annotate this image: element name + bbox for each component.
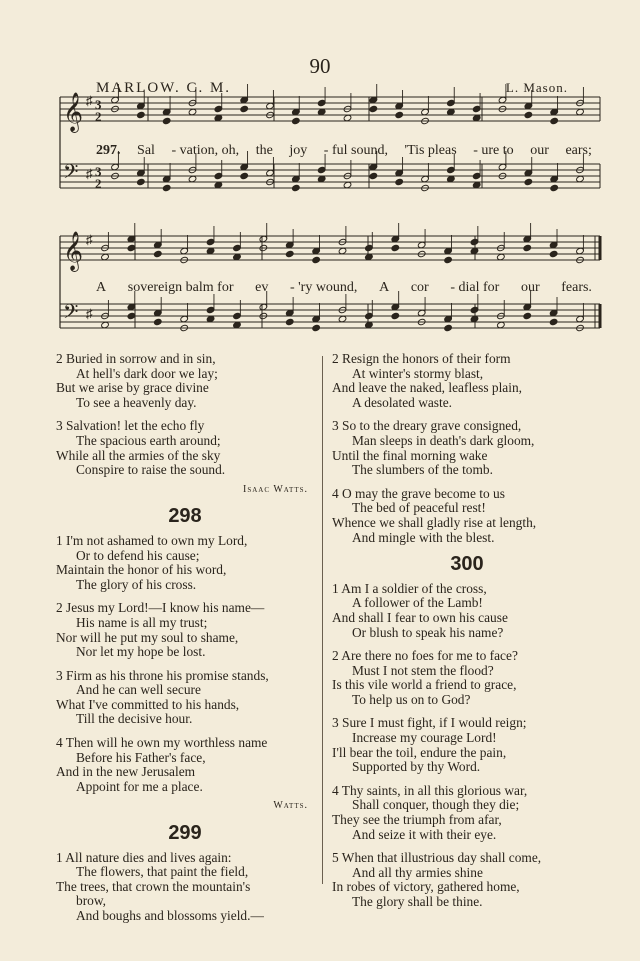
verse-line: 1 I'm not ashamed to own my Lord, bbox=[56, 532, 248, 548]
hymn-297-number: 297. bbox=[96, 143, 121, 158]
verse-line: Is this vile world a friend to grace, bbox=[332, 677, 517, 693]
verse-line: And mingle with the blest. bbox=[352, 529, 495, 545]
lyric-syllable: ears; bbox=[565, 143, 592, 158]
note-head bbox=[240, 172, 249, 179]
verse-line: And all thy armies shine bbox=[352, 864, 483, 880]
hymn-298-verse bbox=[56, 601, 314, 659]
hymn-300-verse bbox=[332, 784, 602, 842]
sharp-sign: ♯ bbox=[86, 232, 93, 247]
verse-line: Or to defend his cause; bbox=[76, 547, 200, 563]
verse-line: Shall conquer, though they die; bbox=[352, 797, 520, 813]
lyrics-line-2 bbox=[96, 280, 592, 296]
hymn-297-verse bbox=[56, 419, 314, 477]
verse-line: 2 Buried in sorrow and in sin, bbox=[56, 351, 216, 366]
verse-line: A desolated waste. bbox=[352, 394, 453, 410]
verse-line: 3 So to the dreary grave consigned, bbox=[332, 418, 522, 434]
lyric-syllable: our bbox=[520, 280, 540, 295]
hymn-297-verse bbox=[56, 352, 314, 410]
verse-line: Whence we shall gladly rise at length, bbox=[332, 514, 537, 530]
lyric-syllable: - vation, oh, bbox=[171, 143, 240, 158]
lyrics-line-1 bbox=[96, 143, 592, 159]
right-column bbox=[332, 352, 602, 919]
lyric-syllable: fears. bbox=[561, 280, 592, 295]
verse-line: Must I not stem the flood? bbox=[352, 662, 494, 678]
verse-line: To help us on to God? bbox=[352, 691, 471, 707]
hymn-299-verse bbox=[332, 419, 602, 477]
verse-line: Till the decisive hour. bbox=[76, 711, 193, 727]
note-head bbox=[524, 178, 533, 185]
hymn-299-verse bbox=[56, 851, 314, 924]
note-head bbox=[154, 250, 163, 257]
note-head bbox=[154, 318, 163, 325]
verse-line: In robes of victory, gathered home, bbox=[332, 879, 520, 895]
note-head bbox=[312, 324, 321, 331]
bass-clef: 𝄢 bbox=[63, 160, 79, 188]
hymn-300-verse bbox=[332, 582, 602, 640]
verse-line: The spacious earth around; bbox=[76, 432, 221, 448]
verse-line: A follower of the Lamb! bbox=[352, 595, 483, 611]
lyric-syllable: cor bbox=[410, 280, 429, 295]
verse-line: Conspire to raise the sound. bbox=[76, 462, 226, 478]
verse-line: Until the final morning wake bbox=[332, 447, 488, 463]
verse-line: The glory shall be thine. bbox=[352, 894, 483, 909]
note-head bbox=[162, 117, 171, 124]
verse-line: Nor let my hope be lost. bbox=[76, 644, 206, 660]
note-head bbox=[550, 117, 559, 124]
verse-line: The bed of peaceful rest! bbox=[352, 500, 486, 516]
note-head bbox=[395, 178, 404, 185]
lyric-syllable: A bbox=[379, 280, 390, 295]
sharp-sign: ♯ bbox=[86, 306, 93, 321]
verse-line: 2 Are there no foes for me to face? bbox=[332, 648, 518, 664]
lyric-syllable: - ure to bbox=[473, 143, 514, 158]
verse-line: At hell's dark door we lay; bbox=[76, 365, 218, 381]
time-signature-top: 3 bbox=[95, 97, 102, 112]
note-head bbox=[395, 111, 404, 118]
hymn-300-verse bbox=[332, 716, 602, 774]
hymn-298-number: 298 bbox=[168, 505, 202, 528]
verse-line: 4 Thy saints, in all this glorious war, bbox=[332, 782, 528, 798]
treble-clef: 𝄞 bbox=[63, 92, 84, 132]
verse-line: At winter's stormy blast, bbox=[352, 365, 484, 381]
hymn-300-verse bbox=[332, 649, 602, 707]
verse-line: And boughs and blossoms yield.— bbox=[76, 908, 264, 923]
time-signature-bottom: 2 bbox=[95, 109, 102, 124]
lyric-syllable: - dial for bbox=[450, 280, 500, 295]
treble-clef: 𝄞 bbox=[63, 231, 84, 271]
verse-line: But we arise by grace divine bbox=[56, 380, 209, 396]
lyric-syllable: A bbox=[96, 280, 107, 295]
time-signature-top: 3 bbox=[95, 164, 102, 179]
note-head bbox=[127, 244, 136, 251]
verse-line: And seize it with their eye. bbox=[352, 826, 497, 842]
note-head bbox=[292, 117, 301, 124]
note-head bbox=[240, 105, 249, 112]
composer: L. Mason. bbox=[505, 80, 568, 95]
hymn-298-verse bbox=[56, 534, 314, 592]
note-head bbox=[285, 250, 294, 257]
lyric-syllable: sovereign balm for bbox=[127, 280, 234, 295]
verse-line: Before his Father's face, bbox=[76, 749, 206, 765]
sharp-sign: ♯ bbox=[86, 93, 93, 108]
music-score bbox=[0, 0, 640, 360]
column-divider bbox=[322, 356, 323, 884]
hymn-300-verse bbox=[332, 851, 602, 909]
note-head bbox=[369, 172, 378, 179]
lyric-syllable: ev bbox=[255, 280, 269, 295]
verse-line: The flowers, that paint the field, bbox=[76, 864, 249, 880]
note-head bbox=[444, 324, 453, 331]
hymn-298-verse bbox=[56, 736, 314, 794]
left-column bbox=[56, 352, 314, 933]
verse-line: Maintain the honor of his word, bbox=[56, 562, 227, 578]
verse-line: And in the new Jerusalem bbox=[56, 764, 196, 780]
verse-line: And shall I fear to own his cause bbox=[332, 609, 508, 625]
bass-clef: 𝄢 bbox=[63, 300, 79, 328]
hymn-298-verse bbox=[56, 669, 314, 727]
note-head bbox=[549, 250, 558, 257]
verse-line: 3 Salvation! let the echo fly bbox=[56, 418, 205, 434]
verse-line: 1 All nature dies and lives again: bbox=[56, 849, 232, 865]
hymn-299-verse bbox=[332, 352, 602, 410]
note-head bbox=[550, 184, 559, 191]
verse-line: The glory of his cross. bbox=[76, 576, 197, 592]
verse-line: 4 Then will he own my worthless name bbox=[56, 735, 268, 751]
verse-line: Appoint for me a place. bbox=[76, 778, 203, 794]
verse-line: To see a heavenly day. bbox=[76, 394, 197, 410]
verse-line: 3 Sure I must fight, if I would reign; bbox=[332, 715, 527, 731]
lyric-syllable: 'Tis pleas bbox=[404, 143, 457, 158]
page-number: 90 bbox=[309, 54, 331, 78]
verse-line: 3 Firm as his throne his promise stands, bbox=[56, 667, 269, 683]
verse-line: 5 When that illustrious day shall come, bbox=[332, 850, 542, 866]
note-head bbox=[524, 111, 533, 118]
author-credit: Watts. bbox=[273, 800, 308, 812]
note-head bbox=[285, 318, 294, 325]
verse-line: I'll bear the toil, endure the pain, bbox=[332, 744, 507, 760]
verse-line: Increase my courage Lord! bbox=[352, 730, 497, 746]
verse-line: brow, bbox=[76, 893, 106, 909]
lyric-syllable: joy bbox=[289, 143, 308, 158]
lyric-syllable: the bbox=[255, 143, 273, 158]
verse-line: They see the triumph from afar, bbox=[332, 812, 502, 828]
lyric-syllable: - ful sound, bbox=[323, 143, 388, 158]
verse-line: Or blush to speak his name? bbox=[352, 624, 504, 640]
hymn-299-verse bbox=[332, 487, 602, 545]
lyric-syllable: Sal bbox=[137, 143, 155, 158]
verse-line: The slumbers of the tomb. bbox=[352, 462, 493, 478]
hymn-299-number: 299 bbox=[168, 822, 202, 845]
note-head bbox=[391, 312, 400, 319]
hymn-300-number: 300 bbox=[450, 553, 484, 576]
verse-line: 4 O may the grave become to us bbox=[332, 485, 505, 501]
verse-line: Man sleeps in death's dark gloom, bbox=[352, 432, 535, 448]
note-head bbox=[127, 312, 136, 319]
note-head bbox=[137, 111, 146, 118]
verse-line: 2 Jesus my Lord!—I know his name— bbox=[56, 600, 265, 616]
note-head bbox=[292, 184, 301, 191]
sharp-sign: ♯ bbox=[86, 166, 93, 181]
note-head bbox=[312, 256, 321, 263]
note-head bbox=[162, 184, 171, 191]
note-head bbox=[523, 312, 532, 319]
lyric-syllable: our bbox=[530, 143, 549, 158]
verse-line: And leave the naked, leafless plain, bbox=[332, 380, 522, 396]
verse-line: The trees, that crown the mountain's bbox=[56, 878, 251, 894]
time-signature-bottom: 2 bbox=[95, 176, 102, 191]
verse-line: 2 Resign the honors of their form bbox=[332, 351, 511, 366]
verse-line: Supported by thy Word. bbox=[352, 759, 481, 775]
verse-line: Nor will he put my soul to shame, bbox=[56, 629, 239, 645]
verse-line: And he can well secure bbox=[76, 682, 201, 698]
note-head bbox=[137, 178, 146, 185]
verse-line: While all the armies of the sky bbox=[56, 447, 221, 463]
author-credit: Isaac Watts. bbox=[243, 483, 308, 495]
note-head bbox=[523, 244, 532, 251]
lyric-syllable: - 'ry wound, bbox=[289, 280, 358, 295]
verse-line: 1 Am I a soldier of the cross, bbox=[332, 580, 487, 596]
note-head bbox=[549, 318, 558, 325]
verse-line: His name is all my trust; bbox=[76, 614, 208, 630]
verse-line: What I've committed to his hands, bbox=[56, 696, 240, 712]
tune-name: MARLOW. C. M. bbox=[96, 80, 232, 96]
note-head bbox=[391, 244, 400, 251]
note-head bbox=[444, 256, 453, 263]
note-head bbox=[369, 105, 378, 112]
